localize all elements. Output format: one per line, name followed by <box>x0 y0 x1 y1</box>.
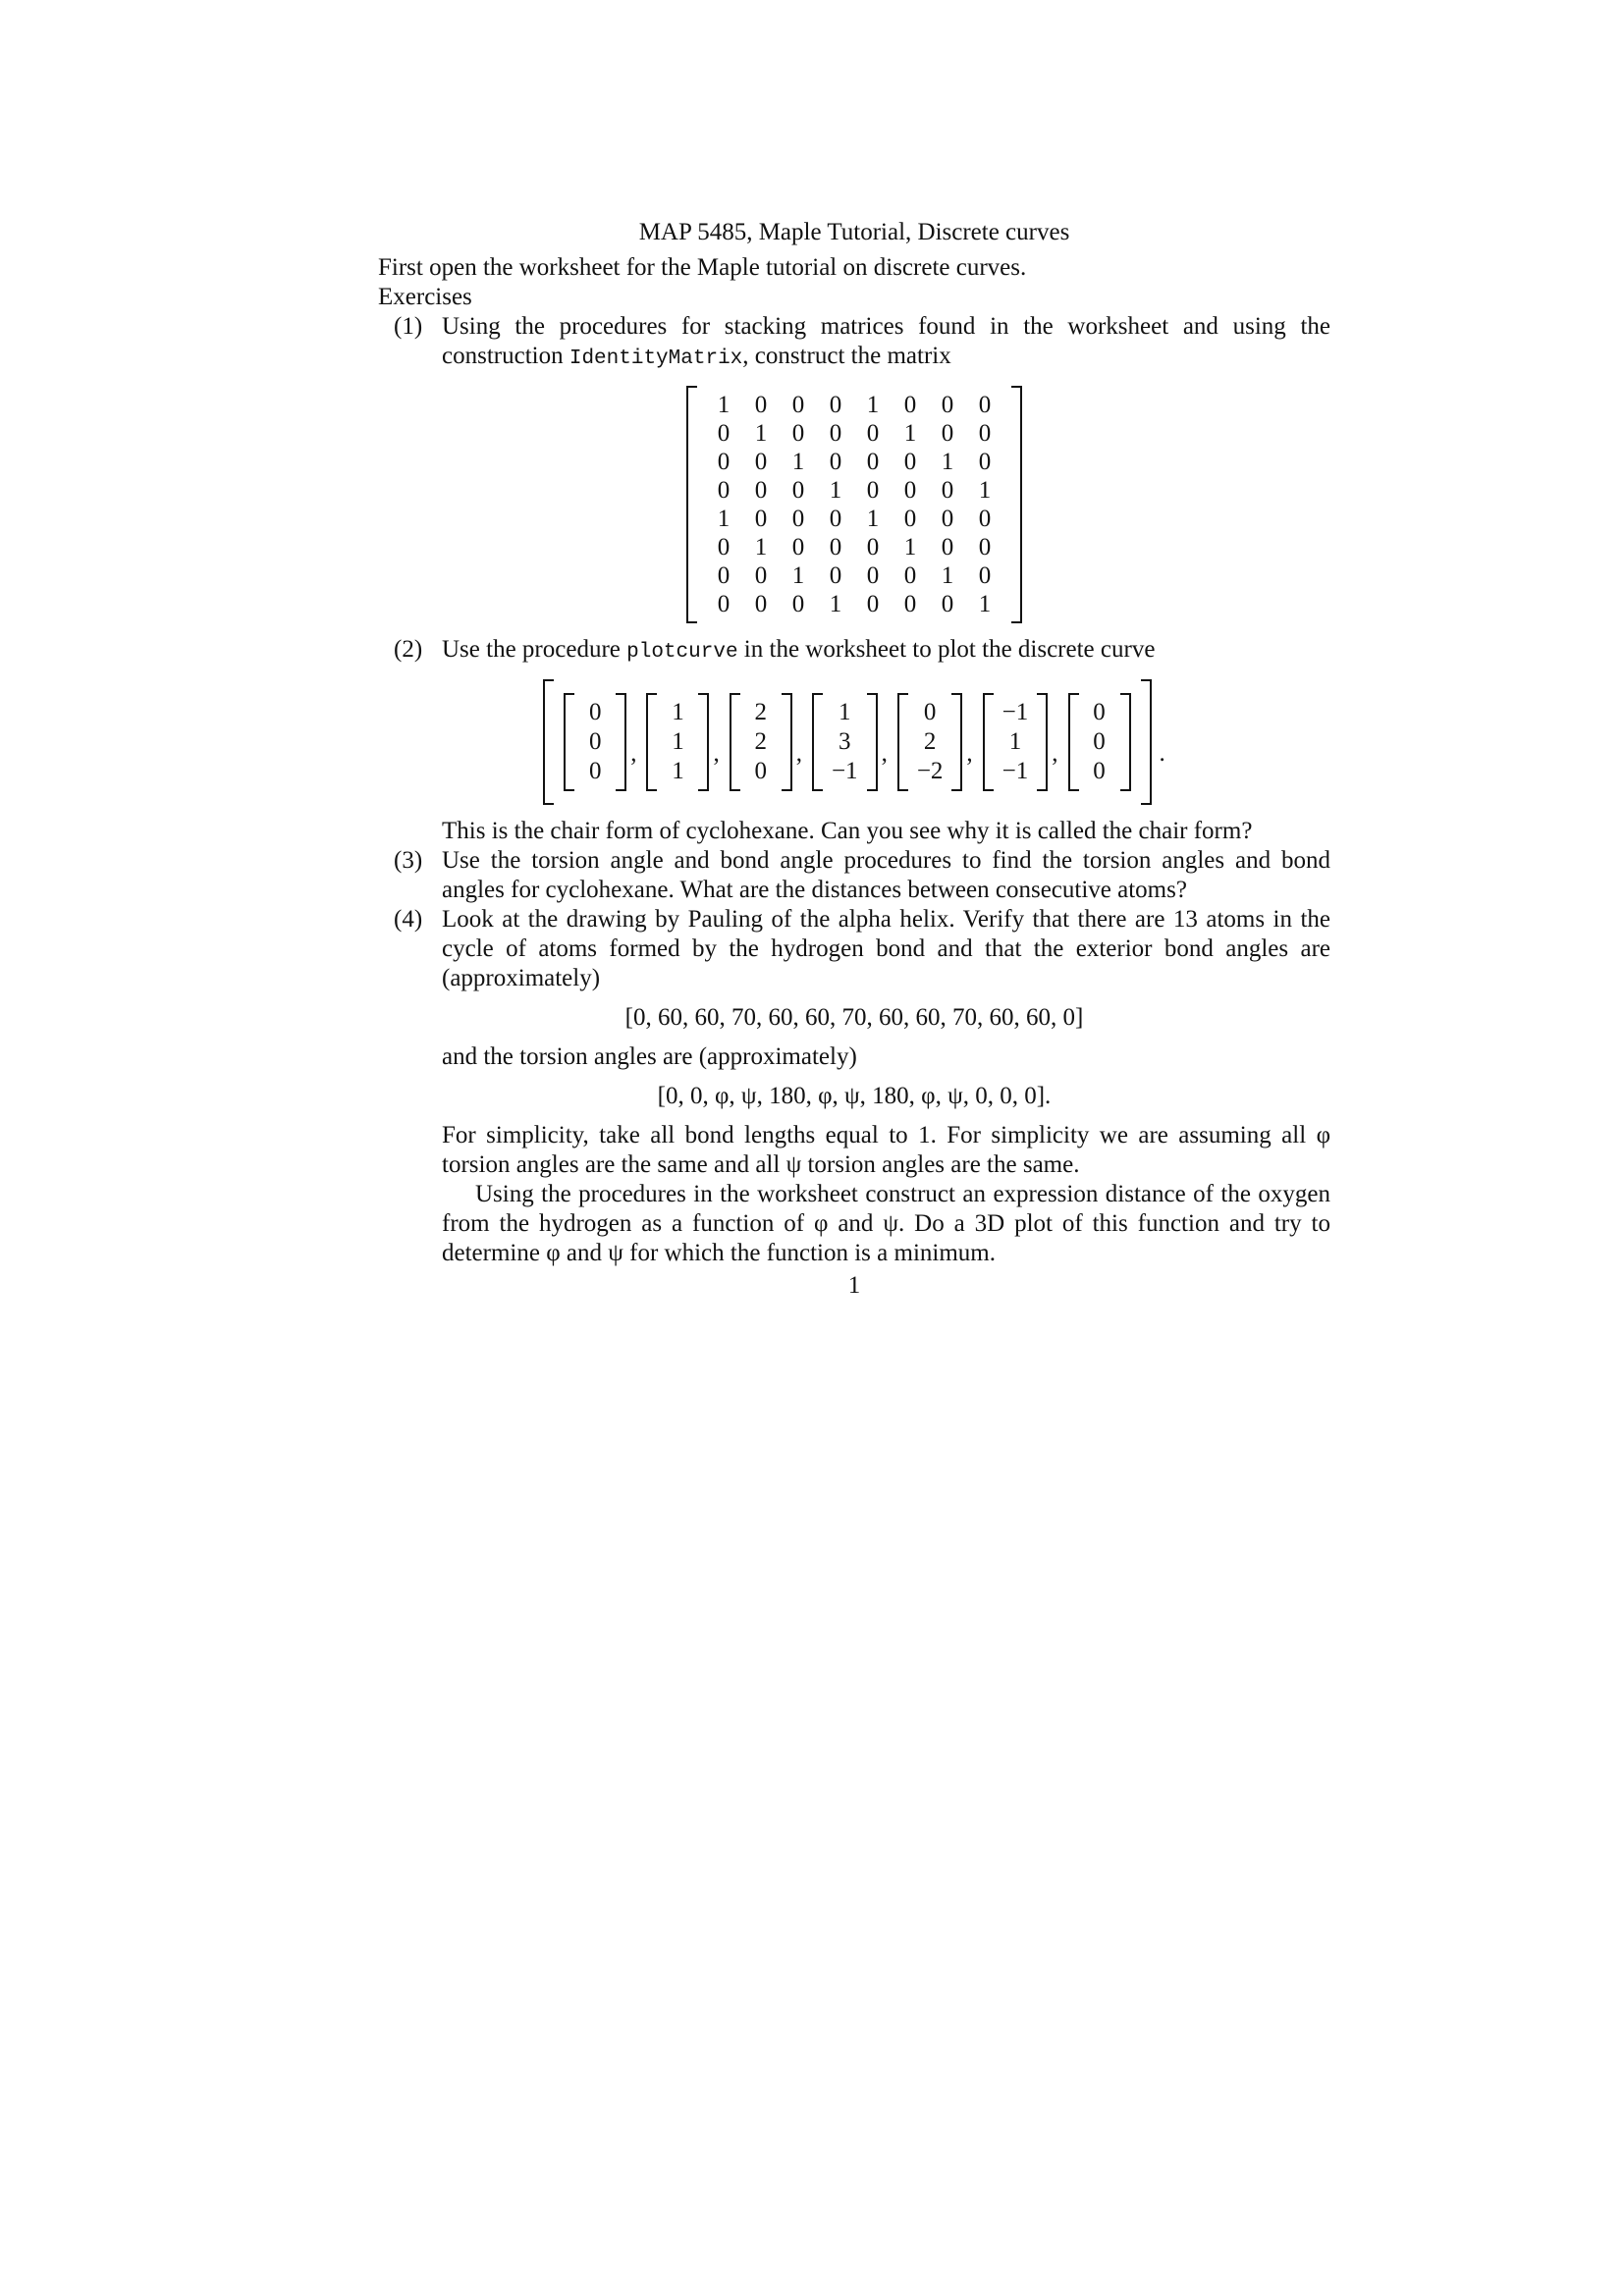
torsion-angles-display: [0, 0, φ, ψ, 180, φ, ψ, 180, φ, ψ, 0, 0, 0]. <box>657 1083 1052 1109</box>
matrix-cell: 0 <box>903 562 917 589</box>
vector-entries <box>574 693 616 791</box>
matrix-cell: 0 <box>903 591 917 617</box>
vector-right-bracket <box>1037 693 1048 791</box>
vector-entry: 1 <box>672 758 684 784</box>
torsion-intro: and the torsion angles are (approximately) <box>442 1043 857 1070</box>
matrix-row <box>705 590 1003 618</box>
matrix-cell: 0 <box>903 392 917 418</box>
vector-separator: , <box>713 740 720 767</box>
matrix-cell: 0 <box>941 420 954 447</box>
exercise-2-text-after: in the worksheet to plot the discrete curve <box>737 636 1156 663</box>
matrix-row <box>705 476 1003 505</box>
matrix-row <box>705 561 1003 590</box>
matrix-right-bracket <box>1011 386 1022 623</box>
matrix-cell: 1 <box>978 477 992 504</box>
vector-entry: 0 <box>1093 699 1106 725</box>
vector-entries <box>740 693 782 791</box>
vector-right-bracket <box>1120 693 1131 791</box>
matrix-cell: 0 <box>717 562 731 589</box>
matrix-cell: 0 <box>866 534 880 561</box>
matrix-cell: 1 <box>829 591 842 617</box>
matrix-display <box>378 386 1330 623</box>
exercises-heading: Exercises <box>378 284 472 310</box>
vector-entry: −1 <box>1001 758 1029 784</box>
matrix-cell: 0 <box>941 534 954 561</box>
vector-left-bracket <box>646 693 657 791</box>
matrix-cell: 0 <box>866 477 880 504</box>
vector-entries <box>823 693 867 791</box>
matrix-cell: 0 <box>978 534 992 561</box>
vector-entry: 1 <box>672 699 684 725</box>
vector-separator: , <box>795 740 802 767</box>
matrix-cell: 0 <box>754 591 768 617</box>
matrix-cell: 0 <box>978 506 992 532</box>
matrix-cell: 0 <box>791 534 805 561</box>
vector-separator: , <box>966 740 973 767</box>
vector-entry: 0 <box>1093 728 1106 755</box>
matrix-cell: 0 <box>717 420 731 447</box>
curve-vector <box>812 693 878 791</box>
exercise-4 <box>378 905 1330 1268</box>
curve-vector <box>564 693 626 791</box>
matrix-cell: 1 <box>978 591 992 617</box>
matrix-cell: 1 <box>829 477 842 504</box>
matrix-cell: 0 <box>791 591 805 617</box>
bond-angles-display: [0, 60, 60, 70, 60, 60, 70, 60, 60, 70, 60, 60, 0] <box>624 1004 1084 1031</box>
matrix-cell: 0 <box>791 420 805 447</box>
curve-display <box>378 679 1330 805</box>
matrix-row <box>705 419 1003 448</box>
matrix-cell: 1 <box>791 562 805 589</box>
vector-right-bracket <box>951 693 962 791</box>
vector-entry: 0 <box>588 758 602 784</box>
matrix-cell: 0 <box>754 392 768 418</box>
matrix-cell: 0 <box>941 591 954 617</box>
matrix-cell: 0 <box>717 477 731 504</box>
matrix-cell: 0 <box>829 562 842 589</box>
matrix-left-bracket <box>686 386 697 623</box>
identity-matrix <box>686 386 1022 623</box>
matrix-cell: 1 <box>866 506 880 532</box>
outer-right-bracket <box>1141 679 1152 805</box>
vector-entry: 2 <box>754 699 767 725</box>
page-title: MAP 5485, Maple Tutorial, Discrete curves <box>638 219 1070 245</box>
display-period: . <box>1159 740 1165 767</box>
exercise-2-text-before: Use the procedure <box>442 636 627 663</box>
exercise-1-number: (1) <box>394 313 423 340</box>
outer-left-bracket <box>543 679 554 805</box>
intro-paragraph: First open the worksheet for the Maple tutorial on discrete curves. <box>378 254 1027 281</box>
exercise-2 <box>378 635 1330 846</box>
exercise-3 <box>378 846 1330 905</box>
matrix-cell: 1 <box>866 392 880 418</box>
vector-entry: 0 <box>923 699 937 725</box>
vector-right-bracket <box>698 693 709 791</box>
matrix-cell: 0 <box>791 392 805 418</box>
exercise-4-number: (4) <box>394 906 423 933</box>
exercise-2-followup: This is the chair form of cyclohexane. Can you see why it is called the chair form? <box>442 818 1253 844</box>
exercise-3-number: (3) <box>394 847 423 874</box>
matrix-row <box>705 505 1003 533</box>
vector-separator: , <box>881 740 888 767</box>
matrix-cell: 1 <box>791 449 805 475</box>
vector-entries <box>908 693 952 791</box>
matrix-cell: 0 <box>978 449 992 475</box>
matrix-cell: 0 <box>978 420 992 447</box>
matrix-cell: 0 <box>717 534 731 561</box>
matrix-cell: 1 <box>717 506 731 532</box>
matrix-cell: 0 <box>866 591 880 617</box>
matrix-cell: 0 <box>754 506 768 532</box>
vector-entries <box>657 693 698 791</box>
curve-vector <box>730 693 792 791</box>
vector-left-bracket <box>812 693 823 791</box>
curve-vector <box>897 693 963 791</box>
matrix-cell: 0 <box>754 449 768 475</box>
matrix-cell: 1 <box>941 449 954 475</box>
exercise-1-text-before: Using the procedures for stacking matrices found in the worksheet and using the construction <box>442 313 1330 369</box>
vector-entry: −2 <box>916 758 944 784</box>
page-number: 1 <box>847 1272 861 1299</box>
matrix-row <box>705 448 1003 476</box>
matrix-cell: 0 <box>941 477 954 504</box>
matrix-row <box>705 533 1003 561</box>
vector-entry: 2 <box>923 728 937 755</box>
matrix-cell: 1 <box>903 534 917 561</box>
identity-matrix-body <box>697 386 1011 623</box>
vector-entries <box>1079 693 1120 791</box>
vector-entry: 1 <box>1008 728 1022 755</box>
matrix-cell: 0 <box>829 392 842 418</box>
curve-vector-list <box>554 693 1140 791</box>
matrix-cell: 0 <box>791 477 805 504</box>
matrix-cell: 0 <box>829 506 842 532</box>
matrix-row <box>705 391 1003 419</box>
exercise-3-text: Use the torsion angle and bond angle procedures to find the torsion angles and bond angles for cyclohexane. What are the distances between consecutive atoms? <box>442 847 1330 903</box>
curve-outer-group <box>543 679 1165 805</box>
matrix-cell: 0 <box>903 449 917 475</box>
vector-entry: 1 <box>672 728 684 755</box>
exercise-2-number: (2) <box>394 636 423 663</box>
vector-entry: 1 <box>839 699 851 725</box>
vector-right-bracket <box>782 693 792 791</box>
vector-left-bracket <box>730 693 740 791</box>
curve-vector <box>646 693 709 791</box>
matrix-cell: 0 <box>978 562 992 589</box>
matrix-cell: 1 <box>903 420 917 447</box>
vector-right-bracket <box>867 693 878 791</box>
vector-left-bracket <box>1068 693 1079 791</box>
exercise-1 <box>378 312 1330 623</box>
vector-entry: 3 <box>839 728 851 755</box>
vector-entry: 2 <box>754 728 767 755</box>
matrix-cell: 0 <box>903 477 917 504</box>
vector-entries <box>994 693 1038 791</box>
matrix-cell: 0 <box>903 506 917 532</box>
matrix-cell: 0 <box>978 392 992 418</box>
matrix-cell: 1 <box>754 420 768 447</box>
matrix-cell: 1 <box>717 392 731 418</box>
using-procedures-paragraph: Using the procedures in the worksheet construct an expression distance of the oxygen from the hydrogen as a function of φ and ψ. Do a 3D plot of this function and try to determine φ and ψ for which the function is a minimum. <box>442 1181 1330 1266</box>
vector-entry: 0 <box>754 758 767 784</box>
exercise-1-text-after: , construct the matrix <box>742 343 951 369</box>
matrix-cell: 0 <box>754 562 768 589</box>
simplicity-paragraph: For simplicity, take all bond lengths equal to 1. For simplicity we are assuming all φ torsion angles are the same and all ψ torsion angles are the same. <box>442 1122 1330 1178</box>
vector-left-bracket <box>564 693 574 791</box>
vector-right-bracket <box>616 693 626 791</box>
curve-vector <box>983 693 1049 791</box>
curve-vector <box>1068 693 1131 791</box>
matrix-cell: 0 <box>941 392 954 418</box>
matrix-cell: 0 <box>941 506 954 532</box>
document-content <box>378 218 1330 1268</box>
matrix-cell: 0 <box>866 449 880 475</box>
matrix-cell: 0 <box>829 420 842 447</box>
matrix-cell: 0 <box>791 506 805 532</box>
vector-entry: 0 <box>1093 758 1106 784</box>
matrix-cell: 0 <box>866 420 880 447</box>
vector-separator: , <box>630 740 637 767</box>
vector-left-bracket <box>983 693 994 791</box>
matrix-cell: 1 <box>941 562 954 589</box>
vector-entry: 0 <box>588 699 602 725</box>
matrix-cell: 0 <box>717 591 731 617</box>
vector-entry: −1 <box>1001 699 1029 725</box>
exercise-4-text: Look at the drawing by Pauling of the alpha helix. Verify that there are 13 atoms in the cycle of atoms formed by the hydrogen bond and that the exterior bond angles are (approximately) <box>442 906 1330 991</box>
matrix-cell: 0 <box>866 562 880 589</box>
matrix-cell: 0 <box>829 449 842 475</box>
vector-left-bracket <box>897 693 908 791</box>
exercise-2-code: plotcurve <box>626 641 738 664</box>
matrix-cell: 0 <box>717 449 731 475</box>
exercise-1-code: IdentityMatrix <box>568 347 743 370</box>
vector-separator: , <box>1052 740 1058 767</box>
vector-entry: −1 <box>831 758 858 784</box>
vector-entry: 0 <box>588 728 602 755</box>
matrix-cell: 0 <box>754 477 768 504</box>
matrix-cell: 1 <box>754 534 768 561</box>
matrix-cell: 0 <box>829 534 842 561</box>
